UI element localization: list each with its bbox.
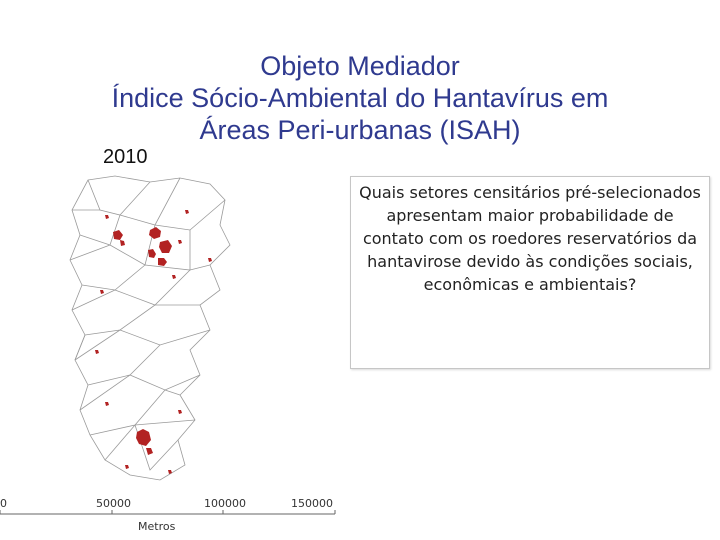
scale-tick-2: 100000 bbox=[204, 498, 246, 510]
question-textbox bbox=[350, 176, 710, 369]
scale-tick-1: 50000 bbox=[96, 498, 131, 510]
highlighted-sectors bbox=[95, 210, 212, 474]
scale-tick-0: 0 bbox=[0, 498, 7, 510]
census-sector-map bbox=[60, 170, 345, 500]
scale-unit-label: Metros bbox=[138, 520, 176, 533]
title-line-2: Índice Sócio-Ambiental do Hantavírus em bbox=[111, 83, 609, 113]
title-line-3: Áreas Peri-urbanas (ISAH) bbox=[199, 115, 521, 145]
title-line-1: Objeto Mediador bbox=[260, 51, 460, 81]
slide-title bbox=[0, 50, 720, 146]
municipality-borders bbox=[70, 176, 230, 480]
scale-bar bbox=[0, 498, 345, 540]
scale-tick-3: 150000 bbox=[291, 498, 333, 510]
question-text: Quais setores censitários pré-selecionados apresentam maior probabilidade de contato com os roedores reservatórios da hantavirose devido às condições sociais, econômicas e ambientais? bbox=[359, 183, 701, 294]
year-label: 2010 bbox=[103, 146, 148, 168]
